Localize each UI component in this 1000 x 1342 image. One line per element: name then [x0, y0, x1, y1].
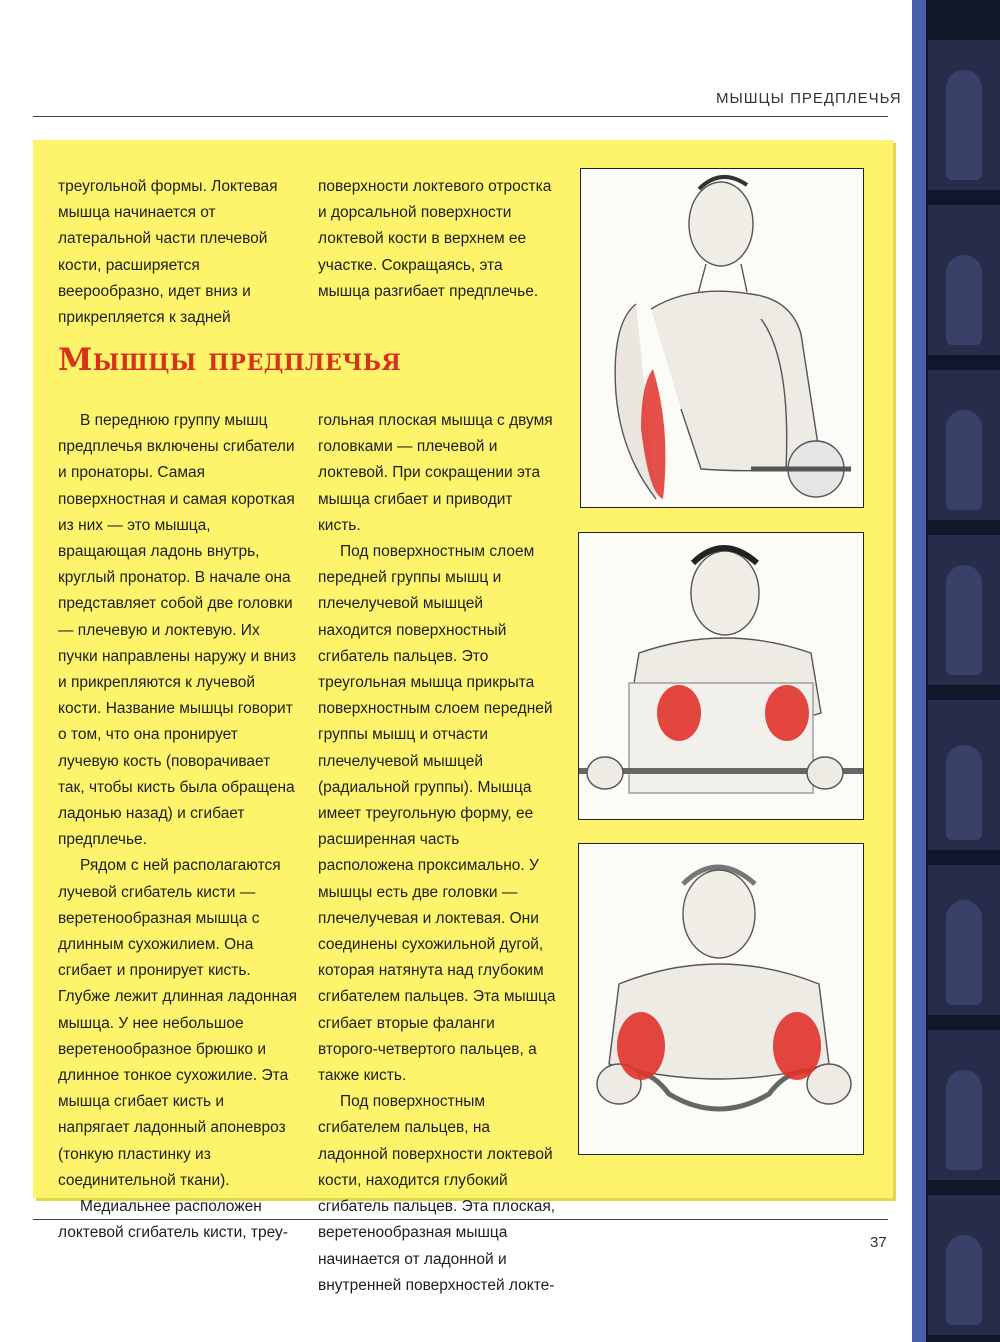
right-forearm-muscle-highlight: [765, 685, 809, 741]
strip-photo: [928, 865, 1000, 1015]
illustration-front-ez-bar: [578, 843, 864, 1155]
side-photo-strip: [912, 0, 1000, 1342]
paragraph: Рядом с ней располагаются лучевой сгибатель кисти — веретенообразная мышца с длинным сухожилием. Она сгибает и пронирует кисть. Глубже лежит длинная ладонная мышца. У нее небольшое веретенообразное брюшко и длинное тонкое сухожилие. Эта мышца сгибает кисть и напрягает ладонный апоневроз (тонкую пластинку из соединительной ткани).: [58, 857, 298, 1189]
right-forearm-muscle-highlight: [773, 1012, 821, 1080]
anatomy-drawing: [579, 844, 863, 1154]
anatomy-drawing: [581, 169, 863, 507]
intro-column-2: [318, 174, 558, 305]
paragraph: В переднюю группу мышц предплечья включены сгибатели и пронаторы. Самая поверхностная и самая короткая из них — это мышца, вращающая ладонь внутрь, круглый пронатор. В начале она представляет собой две головки — плечевую и локтевую. Их пучки направлены наружу и вниз и прикрепляются к лучевой кости. Название мышцы говорит о том, что она пронирует лучевую кость (поворачивает так, чтобы кисть была обращена ладонью назад) и сгибает предплечье.: [58, 412, 297, 849]
footer-rule: [33, 1219, 888, 1220]
strip-photo: [928, 40, 1000, 190]
left-forearm-muscle-highlight: [657, 685, 701, 741]
strip-photo: [928, 535, 1000, 685]
paragraph: Медиальнее расположен локтевой сгибатель кисти, треу-: [58, 1198, 288, 1242]
running-header: МЫШЦЫ ПРЕДПЛЕЧЬЯ: [716, 90, 902, 107]
illustration-front-barbell: [578, 532, 864, 820]
body-column-2: [318, 408, 558, 1299]
strip-photo: [928, 205, 1000, 355]
illustration-side-view: [580, 168, 864, 508]
strip-photo: [928, 700, 1000, 850]
paragraph: гольная плоская мышца с двумя головками — плечевой и локтевой. При сокращении эта мышца сгибает и приводит кисть.: [318, 412, 553, 534]
paragraph: поверхности локтевого отростка и дорсальной поверхности локтевой кости в верхнем ее участке. Сокращаясь, эта мышца разгибает предплечье.: [318, 178, 552, 300]
header-rule: [33, 116, 888, 117]
strip-photo: [928, 1030, 1000, 1180]
strip-edge: [912, 0, 926, 1342]
paragraph: треугольной формы. Локтевая мышца начинается от латеральной части плечевой кости, расширяется веерообразно, идет вниз и прикрепляется к задней: [58, 178, 278, 327]
strip-photo: [928, 1195, 1000, 1335]
page-number: 37: [870, 1234, 887, 1251]
paragraph: Под поверхностным слоем передней группы мышц и плечелучевой мышцей находится поверхностный сгибатель пальцев. Это треугольная мышца прикрыта поверхностным слоем передней группы мышц и отчасти плечелучевой мышцей (радиальной группы). Мышца имеет треугольную форму, ее расширенная часть расположена проксимально. У мышцы есть две головки — плечелучевая и локтевая. Они соединены сухожильной дугой, которая натянута над глубоким сгибателем пальцев. Эта мышца сгибает вторые фаланги второго-четвертого пальцев, а также кисть.: [318, 543, 556, 1085]
body-column-1: [58, 408, 298, 1247]
paragraph: Под поверхностным сгибателем пальцев, на ладонной поверхности локтевой кости, находится глубокий сгибатель пальцев. Эта плоская, веретенообразная мышца начинается от ладонной и внутренней поверхностей локте-: [318, 1093, 556, 1294]
strip-photo: [928, 370, 1000, 520]
section-title: Мышцы предплечья: [58, 342, 402, 378]
left-forearm-muscle-highlight: [617, 1012, 665, 1080]
intro-column-1: [58, 174, 298, 331]
anatomy-drawing: [579, 533, 863, 819]
